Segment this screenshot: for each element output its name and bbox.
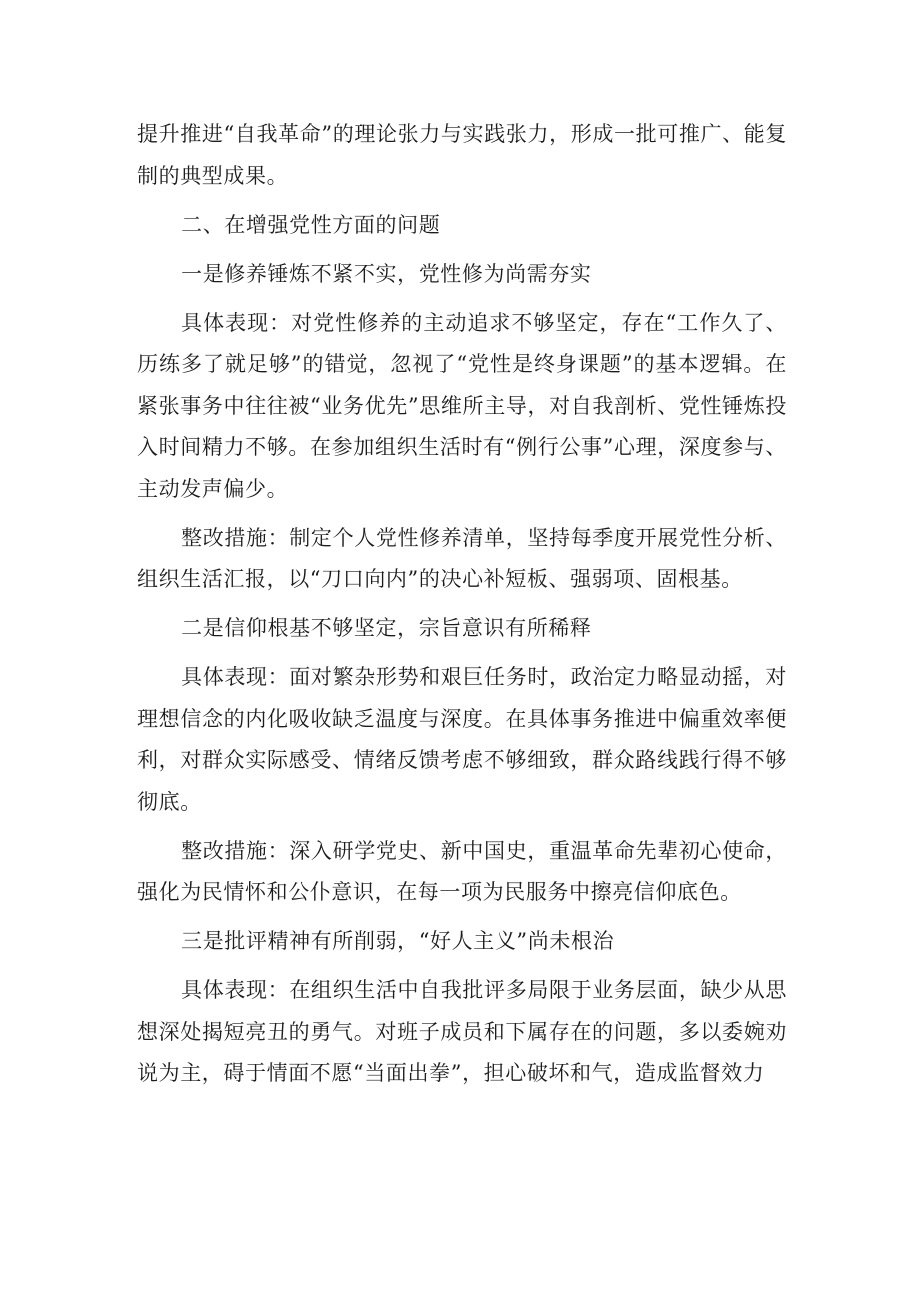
subheading-1: 一是修养锤炼不紧不实，党性修为尚需夯实 — [181, 261, 592, 286]
paragraph-continuation: 提升推进“自我革命”的理论张力与实践张力，形成一批可推广、能复制的典型成果。 — [137, 122, 787, 188]
paragraph-manifestation-1: 具体表现：对党性修养的主动追求不够坚定，存在“工作久了、历练多了就足够”的错觉，忽视了“党性是终身课题”的基本逻辑。在紧张事务中往往被“业务优先”思维所主导，对自我剖析、党性锤炼投入时间精力不够。在参加组织生活时有“例行公事”心理，深度参与、主动发声偏少。 — [137, 310, 787, 501]
subheading-3: 三是批评精神有所削弱，“好人主义”尚未根治 — [181, 929, 615, 953]
paragraph-measures-2: 整改措施：深入研学党史、新中国史，重温革命先辈初心使命，强化为民情怀和公仆意识，在每一项为民服务中擦亮信仰底色。 — [137, 838, 787, 904]
document-body — [137, 114, 787, 1102]
subheading-2: 二是信仰根基不够坚定，宗旨意识有所稀释 — [181, 616, 592, 640]
paragraph-manifestation-3: 具体表现：在组织生活中自我批评多局限于业务层面，缺少从思想深处揭短亮丑的勇气。对班子成员和下属存在的问题，多以委婉劝说为主，碍于情面不愿“当面出拳”，担心破坏和气，造成监督效力 — [137, 978, 787, 1085]
section-heading: 二、在增强党性方面的问题 — [181, 212, 441, 237]
paragraph-manifestation-2: 具体表现：面对繁杂形势和艰巨任务时，政治定力略显动摇，对理想信念的内化吸收缺乏温度与深度。在具体事务推进中偏重效率便利，对群众实际感受、情绪反馈考虑不够细致，群众路线践行得不够彻底。 — [137, 665, 787, 814]
paragraph-measures-1: 整改措施：制定个人党性修养清单，坚持每季度开展党性分析、组织生活汇报，以“刀口向内”的决心补短板、强弱项、固根基。 — [137, 525, 787, 591]
